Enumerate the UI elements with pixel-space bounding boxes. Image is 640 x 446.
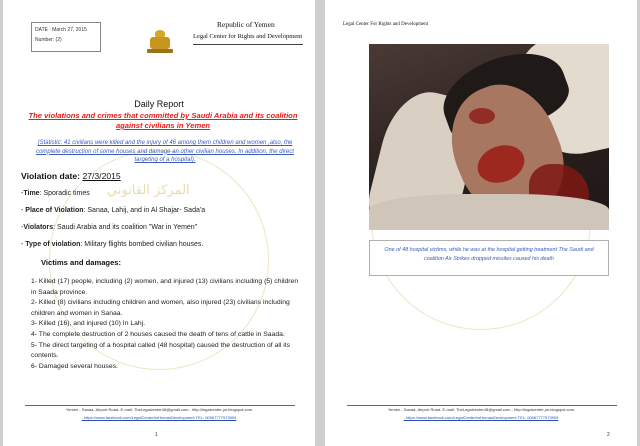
letterhead-organization: Legal Center for Rights and Development: [193, 33, 303, 40]
place-label: Place of Violation: [25, 207, 84, 214]
yemen-emblem-icon: [147, 30, 173, 54]
report-statistics: (Statistic: 41 civilians were killed and the injury of 46 among them children and women ,also, the complete destruction of some houses and damage an other civilian houses. In addition, the direct targeting of a hospital).: [36, 140, 294, 163]
place-row: - Place of Violation: Sanaa, Lahij, and in Al Shajar- Sada'a: [21, 207, 206, 214]
violators-row: -Violators: Saudi Arabia and its coalition "War in Yemen": [21, 224, 198, 231]
violation-date-label: Violation date:: [21, 171, 81, 181]
list-item: 1- Killed (17) people, including (2) women, and injured (13) civilians including (5) children in Saada province.: [31, 278, 299, 296]
violation-date: [21, 171, 121, 181]
footer-facebook-link[interactable]: - https://www.facebook.com/LegalCenterforHumanDevelopment TEL: 00967777973909: [81, 415, 237, 420]
list-item: 2- Killed (8) civilians including children and women, also injured (23) civilians including children and women in Sanaa.: [31, 299, 290, 317]
list-item: 3- Killed (16), and injured (10) In Lahj.: [31, 320, 146, 328]
victims-heading: Victims and damages:: [41, 258, 122, 267]
page-footer: [325, 406, 637, 422]
report-type: Daily Report: [134, 99, 184, 109]
violators-value: : Saudi Arabia and its coalition "War in Yemen": [53, 224, 198, 231]
violators-label: Violators: [23, 224, 54, 231]
page-number: 1: [155, 432, 158, 438]
list-item: 6- Damaged several houses.: [31, 362, 118, 370]
date-box: [31, 22, 101, 52]
victims-list: [31, 277, 303, 372]
violation-type-value: : Military flights bombed civilian houses.: [80, 241, 204, 248]
report-number: Number: (2): [35, 37, 62, 43]
violation-date-value: 27/3/2015: [82, 171, 121, 181]
violation-type-label: Type of violation: [25, 241, 81, 248]
time-row: -Time: Sporadic times: [21, 190, 90, 197]
report-date: DATE : March 27, 2015: [35, 27, 87, 33]
letterhead-rule: [193, 44, 303, 45]
watermark-text: المركز القانوني: [107, 183, 190, 198]
page-number: 2: [607, 432, 610, 438]
place-value: : Sanaa, Lahij, and in Al Shajar- Sada'a: [83, 207, 206, 214]
list-item: 5- The direct targeting of a hospital called (48 hospital) caused the destruction of all its contents.: [31, 341, 291, 360]
list-item: 4- The complete destruction of 2 houses caused the death of tens of cattle in Saada.: [31, 330, 285, 338]
footer-facebook-link[interactable]: - https://www.facebook.com/LegalCenterforHumanDevelopment TEL: 00967777973909: [403, 415, 559, 420]
page-footer: [3, 406, 315, 422]
page-header: Legal Center For Rights and Development: [343, 22, 429, 27]
document-page-2: [325, 0, 637, 446]
report-title: The violations and crimes that committed by Saudi Arabia and its coalition against civilians in Yemen: [28, 111, 298, 130]
footer-contact: Yemen - Sanaa- Airport Road- E-mail: TheLegalcenter48@gmail.com - http://legalcenter-ye.blogspot.com: [65, 407, 253, 412]
violation-type-row: - Type of violation: Military flights bombed civilian houses.: [21, 241, 204, 248]
time-value: : Sporadic times: [39, 190, 90, 197]
photo-caption: One of 48 hospital victims, while he was at the hospital getting treatment The Saudi and coalition Air Strikes dropped missiles caused his death: [369, 240, 609, 276]
time-label: Time: [23, 190, 40, 197]
letterhead-country: Republic of Yemen: [217, 20, 275, 29]
letterhead: [193, 20, 311, 45]
victim-photo: [369, 44, 609, 230]
footer-contact: Yemen - Sanaa- Airport Road- E-mail: TheLegalcenter48@gmail.com - http://legalcenter-ye.blogspot.com: [387, 407, 575, 412]
document-page-1: [3, 0, 315, 446]
